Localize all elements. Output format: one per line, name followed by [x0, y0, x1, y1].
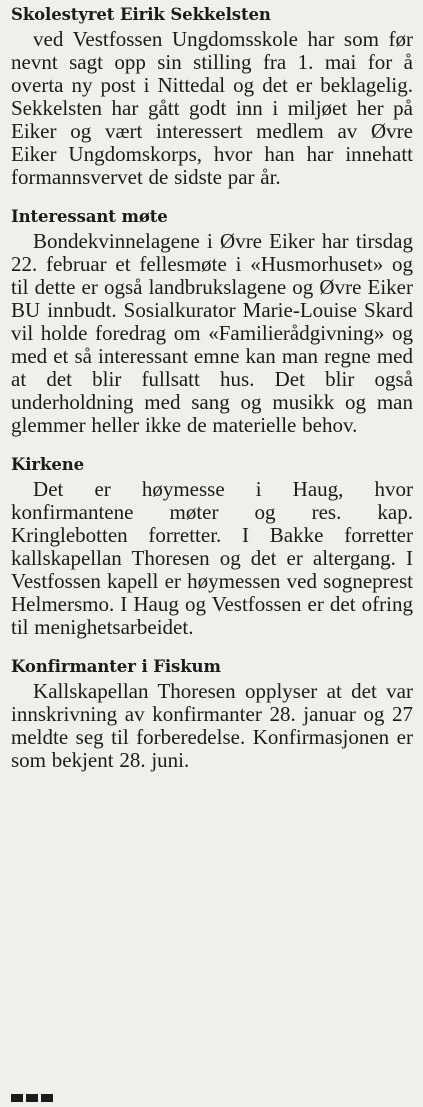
article-heading: Konfirmanter i Fiskum: [11, 657, 221, 676]
article-heading: Interessant møte: [11, 207, 168, 226]
article-skolestyret: [11, 3, 413, 189]
article-konfirmanter-fiskum: [11, 655, 413, 772]
article-body: ved Vestfossen Ungdomsskole har som før nevnt sagt opp sin stilling fra 1. mai for å overta ny post i Nittedal og det er beklagelig. Sekkelsten har gått godt inn i miljøet her på Eiker og vært interessert medlem av Øvre Eiker Ungdomskorps, hvor han har innehatt formannsvervet de sidste par år.: [11, 27, 413, 189]
article-interessant-mote: [11, 205, 413, 437]
article-body: Det er høymesse i Haug, hvor konfirmantene møter og res. kap. Kringlebotten forretter. I Bakke forretter kallskapellan Thoresen og det er altergang. I Vestfossen kapell er høymessen ved sogneprest Helmersmo. I Haug og Vestfossen er det ofring til menighetsarbeidet.: [11, 477, 413, 639]
article-kirkene: [11, 453, 413, 639]
article-heading: Skolestyret Eirik Sekkelsten: [11, 5, 271, 24]
article-body: Bondekvinnelagene i Øvre Eiker har tirsdag 22. februar et fellesmøte i «Husmorhuset» og til dette er også landbrukslagene og Øvre Eiker BU innbudt. Sosialkurator Marie-Louise Skard vil holde foredrag om «Familierådgivning» og med et så interessant emne kan man regne med at det blir fullsatt hus. Det blir også underholdning med sang og musikk og man glemmer heller ikke de materielle behov.: [11, 229, 413, 437]
cropped-next-heading: [11, 1087, 131, 1107]
article-heading: Kirkene: [11, 455, 85, 474]
article-body: Kallskapellan Thoresen opplyser at det var innskrivning av konfirmanter 28. januar og 27 meldte seg til forberedelse. Konfirmasjonen er som bekjent 28. juni.: [11, 679, 413, 772]
